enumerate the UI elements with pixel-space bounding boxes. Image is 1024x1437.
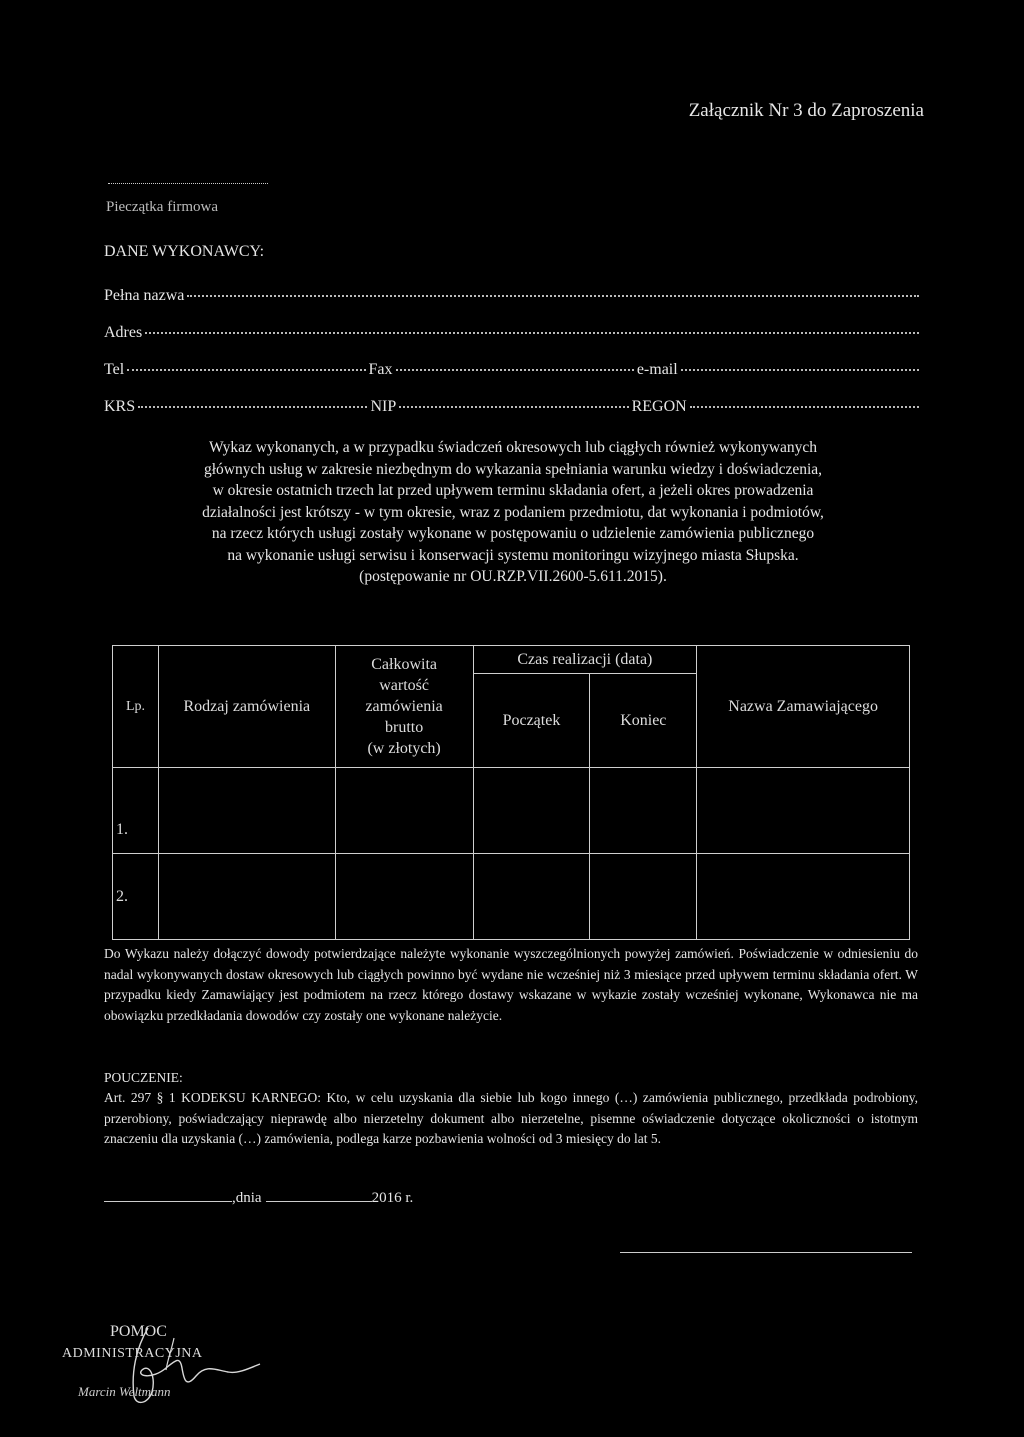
cell-total-value[interactable] [335, 854, 473, 940]
field-fax-label: Fax [368, 361, 393, 378]
field-full-name-label: Pełna nazwa [104, 287, 185, 304]
field-full-name [104, 287, 922, 305]
year-label: 2016 r. [371, 1190, 414, 1206]
cell-start[interactable] [473, 854, 590, 940]
header-end: Koniec [590, 674, 697, 768]
intro-line: głównych usług w zakresie niezbędnym do wykazania spełniania warunku wiedzy i doświadczenia, [203, 460, 823, 478]
header-order-type: Rodzaj zamówienia [158, 646, 335, 768]
works-table [112, 645, 910, 940]
table-row [113, 854, 910, 940]
field-address-label: Adres [104, 324, 143, 341]
seal-line-2: ADMINISTRACYJNA [62, 1346, 203, 1361]
full-name-input[interactable] [187, 295, 919, 297]
stamp-label: Pieczątka firmowa [106, 199, 219, 215]
cell-end[interactable] [590, 854, 697, 940]
field-tel-label: Tel [104, 361, 125, 378]
table-row [113, 768, 910, 854]
cell-order-type[interactable] [158, 854, 335, 940]
header-client-name: Nazwa Zamawiającego [697, 646, 910, 768]
nip-input[interactable] [399, 406, 628, 408]
regon-input[interactable] [690, 406, 919, 408]
intro-line: działalności jest krótszy - w tym okresie, wraz z podaniem przedmiotu, dat wykonania i podmiotów, [202, 503, 824, 521]
intro-line: na rzecz których usługi zostały wykonane w postępowaniu o udzielenie zamówienia publicznego [211, 525, 815, 542]
place-input[interactable] [104, 1201, 232, 1202]
seal-line-1: POMOC [110, 1323, 167, 1340]
header-total-value [335, 646, 473, 768]
header-lp: Lp. [113, 646, 159, 768]
works-list-description [110, 437, 916, 588]
handwritten-signature-icon [56, 1318, 276, 1413]
field-address [104, 324, 922, 342]
krs-input[interactable] [138, 406, 367, 408]
field-email-label: e-mail [636, 361, 678, 378]
contractor-data-heading: DANE WYKONAWCY: [104, 243, 265, 260]
signature-line[interactable] [620, 1252, 912, 1253]
cell-client-name[interactable] [697, 854, 910, 940]
cell-order-type[interactable] [158, 768, 335, 854]
address-input[interactable] [145, 332, 919, 334]
place-date-line [104, 1190, 413, 1207]
date-input[interactable] [266, 1201, 372, 1202]
annex-title: Załącznik Nr 3 do Zaproszenia [688, 100, 924, 121]
caution-heading: POUCZENIE: [104, 1070, 183, 1085]
field-krs-label: KRS [104, 398, 136, 415]
cell-end[interactable] [590, 768, 697, 854]
header-total-value-line: wartość [379, 677, 429, 694]
cell-client-name[interactable] [697, 768, 910, 854]
attachment-note: Do Wykazu należy dołączyć dowody potwierdzające należyte wykonanie wyszczególnionych powyżej zamówień. Poświadczenie w odniesieniu do nadal wykonywanych dostaw okresowych lub ciągłych powinno być wydane nie wcześniej niż 3 miesiące przed upływem terminu składania ofert. W przypadku kiedy Zamawiający jest podmiotem na rzecz którego dostawy wskazane w wykazie zostały wcześniej wykonane, Wykonawca nie ma obowiązku przedkładania dowodów czy zostały one wykonane należycie. [104, 946, 918, 1023]
header-total-value-line: (w złotych) [367, 740, 441, 757]
field-contact [104, 361, 922, 379]
intro-line: na wykonanie usługi serwisu i konserwacji systemu monitoringu wizyjnego miasta Słupska. [227, 546, 799, 564]
header-total-value-line: brutto [385, 719, 424, 736]
header-total-value-line: zamówienia [365, 698, 443, 715]
tel-input[interactable] [127, 369, 365, 371]
stamp-placeholder-line [108, 183, 268, 184]
row-number: 2. [113, 854, 159, 940]
date-label: ,dnia [232, 1190, 262, 1206]
fax-input[interactable] [396, 369, 634, 371]
row-number: 1. [113, 768, 159, 854]
seal-name: Marcin Weltmann [78, 1384, 171, 1399]
intro-line: (postępowanie nr OU.RZP.VII.2600-5.611.2015). [359, 568, 667, 585]
header-period: Czas realizacji (data) [473, 646, 697, 674]
intro-line: w okresie ostatnich trzech lat przed upływem terminu składania ofert, a jeżeli okres prowadzenia [212, 482, 814, 499]
field-regon-label: REGON [631, 398, 687, 415]
field-nip-label: NIP [370, 398, 397, 415]
intro-line: Wykaz wykonanych, a w przypadku świadczeń okresowych lub ciągłych również wykonywanych [208, 439, 818, 456]
header-total-value-line: Całkowita [371, 656, 437, 673]
field-registry [104, 398, 922, 416]
cell-start[interactable] [473, 768, 590, 854]
email-input[interactable] [681, 369, 919, 371]
caution-text: Art. 297 § 1 KODEKSU KARNEGO: Kto, w celu uzyskania dla siebie lub kogo innego (…) zamówienia publicznego, przedkłada podrobiony, przerobiony, poświadczający nieprawdę albo nierzetelny dokument albo nierzetelne, pisemne oświadczenie dotyczące okoliczności o istotnym znaczeniu dla uzyskania (…) zamówienia, podlega karze pozbawienia wolności od 3 miesięcy do lat 5. [104, 1090, 918, 1146]
cell-total-value[interactable] [335, 768, 473, 854]
header-start: Początek [473, 674, 590, 768]
